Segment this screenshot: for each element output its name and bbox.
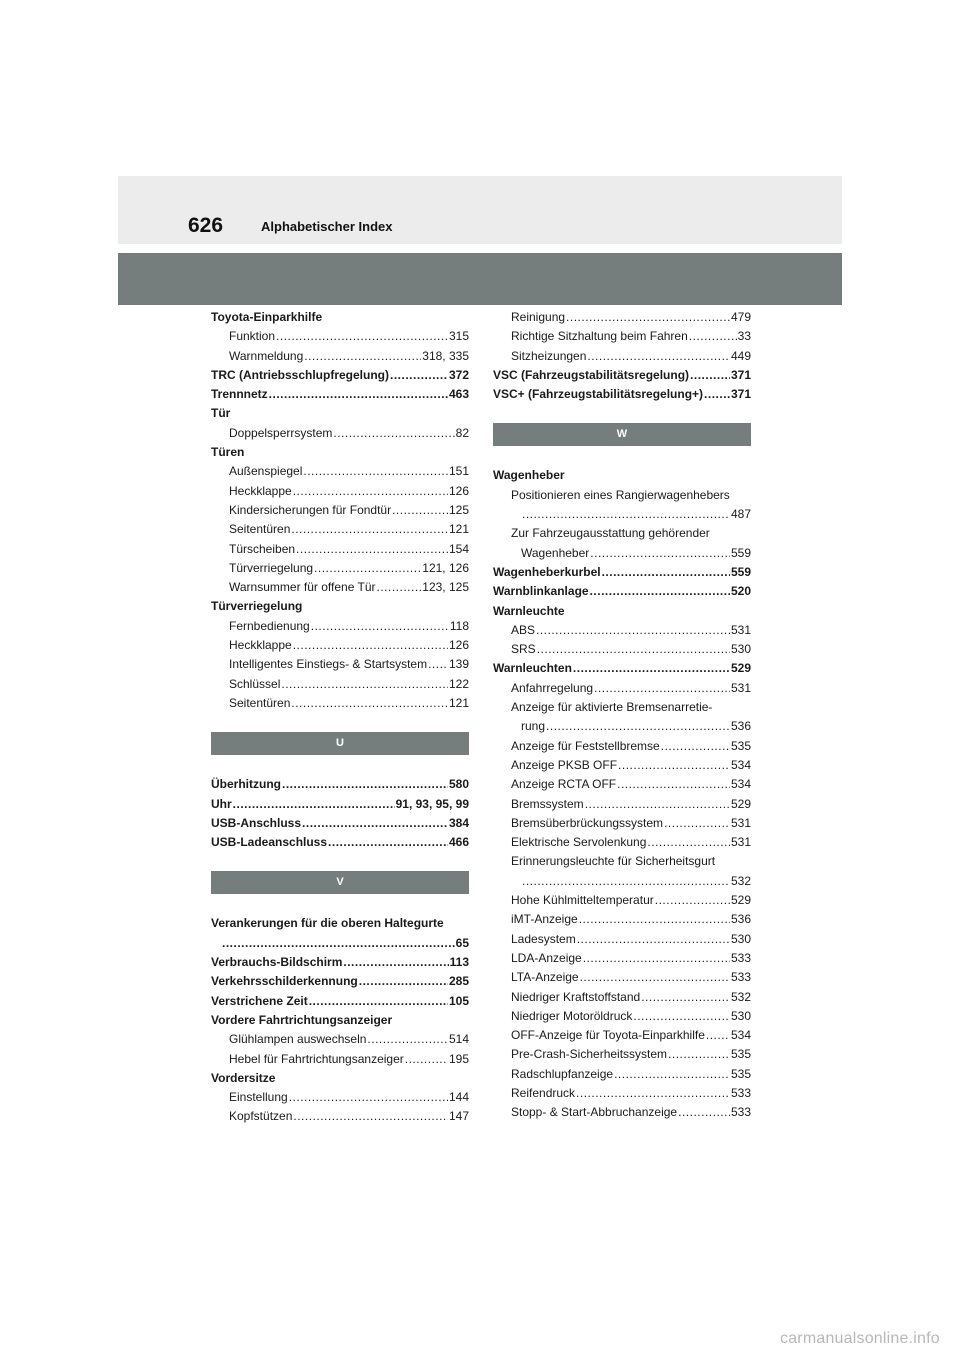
index-entry-text: Kopfstützen	[229, 1109, 293, 1124]
index-entry	[211, 385, 469, 404]
index-entry	[211, 520, 469, 539]
index-entry-page: 580	[448, 777, 469, 792]
index-entry-page: 121, 126	[422, 560, 469, 575]
leader-dots	[580, 968, 730, 987]
index-group-v	[211, 953, 469, 1127]
leader-dots	[546, 717, 730, 736]
index-entry	[211, 1069, 469, 1088]
letter-header-w: W	[493, 423, 751, 446]
index-group-u	[211, 775, 469, 852]
index-entry	[493, 327, 751, 346]
page-number: 626	[188, 214, 224, 237]
leader-dots	[281, 675, 448, 694]
index-entry-text: Anfahrregelung	[511, 680, 594, 695]
index-group-warnleuchten-a	[493, 737, 751, 853]
leader-dots	[291, 694, 448, 713]
index-entry	[211, 992, 469, 1011]
index-entry	[211, 1050, 469, 1069]
index-entry-page: 520	[730, 584, 751, 599]
index-entry-page: 530	[730, 1008, 751, 1023]
index-entry-page: 479	[730, 310, 751, 324]
index-entry-page: 147	[448, 1109, 469, 1124]
index-entry	[211, 795, 469, 814]
index-entry-text: Seitentüren	[229, 522, 291, 537]
leader-dots	[377, 578, 422, 597]
index-entry-page: 533	[730, 1105, 751, 1120]
index-entry-page: 123, 125	[422, 580, 469, 595]
index-entry-text: Türscheiben	[229, 541, 296, 556]
index-entry-page: 531	[730, 815, 751, 830]
index-entry-page: 154	[448, 541, 469, 556]
index-entry-page: 371	[730, 367, 751, 382]
leader-dots	[291, 520, 448, 539]
leader-dots	[282, 775, 448, 794]
index-entry-page: 125	[448, 502, 469, 517]
leader-dots	[343, 953, 448, 972]
index-entry-page: 487	[730, 507, 751, 522]
index-entry-text: Ladesystem	[511, 931, 576, 946]
index-entry-page: 195	[448, 1051, 469, 1066]
index-entry-text: Uhr	[211, 796, 232, 811]
index-entry-text: LDA-Anzeige	[511, 950, 582, 965]
index-entry-text: Verkehrsschilderkennung	[211, 974, 358, 989]
leader-dots	[704, 385, 730, 404]
leader-dots	[706, 1026, 730, 1045]
index-entry-text: Türen	[211, 445, 245, 460]
index-entry-continuation	[511, 505, 751, 524]
index-entry-text: USB-Ladeanschluss	[211, 835, 328, 850]
index-entry-page: 126	[448, 638, 469, 653]
index-entry	[493, 1103, 751, 1122]
index-entry-page: 65	[455, 935, 469, 950]
index-entry-text: Radschlupfanzeige	[511, 1066, 614, 1081]
leader-dots	[311, 617, 449, 636]
index-entry	[493, 602, 751, 621]
leader-dots	[579, 910, 730, 929]
index-entry	[493, 833, 751, 852]
index-entry	[493, 659, 751, 678]
index-entry-text: Anzeige für aktivierte Bremsenarretie-	[511, 700, 713, 715]
index-entry	[493, 1084, 751, 1103]
index-entry-anzeige-bremsenarretierung	[493, 698, 751, 737]
index-entry-text: Verstrichene Zeit	[211, 993, 308, 1008]
index-entry-page: 33	[737, 329, 751, 344]
index-entry-text: Stopp- & Start-Abbruchanzeige	[511, 1105, 678, 1120]
index-entry	[211, 327, 469, 346]
index-entry-text: Doppelsperrsystem	[229, 425, 333, 440]
index-entry-text: USB-Anschluss	[211, 815, 302, 830]
index-entry	[493, 795, 751, 814]
index-entry-page: 139	[448, 657, 469, 672]
index-entry-text: Bremssystem	[511, 796, 584, 811]
index-entry	[493, 930, 751, 949]
leader-dots	[304, 347, 421, 366]
index-entry	[211, 308, 469, 327]
index-entry-text: iMT-Anzeige	[511, 912, 578, 927]
leader-dots	[617, 775, 730, 794]
index-entry-page: 534	[730, 757, 751, 772]
index-entry-text: Vordersitze	[211, 1070, 276, 1085]
index-entry	[493, 1007, 751, 1026]
index-entry-text: Anzeige PKSB OFF	[511, 757, 618, 772]
index-column-right	[493, 308, 751, 1123]
leader-dots	[303, 462, 448, 481]
index-entry-page: 533	[730, 950, 751, 965]
index-entry-text: Einstellung	[229, 1090, 288, 1105]
leader-dots	[590, 582, 730, 601]
leader-dots	[594, 679, 730, 698]
index-entry-text: Niedriger Motoröldruck	[511, 1008, 633, 1023]
index-entry-text: Warnmeldung	[229, 348, 304, 363]
leader-dots	[573, 659, 730, 678]
index-entry-page: 535	[730, 738, 751, 753]
index-entry	[211, 972, 469, 991]
index-entry	[211, 424, 469, 443]
index-entry	[211, 617, 469, 636]
leader-dots	[576, 1084, 730, 1103]
index-entry	[211, 833, 469, 852]
index-entry	[211, 366, 469, 385]
index-entry-text: TRC (Antriebsschlupfregelung)	[211, 367, 390, 382]
index-entry-text: Verankerungen für die oberen Haltegurte	[211, 916, 444, 931]
leader-dots	[614, 1065, 730, 1084]
index-entry	[493, 679, 751, 698]
leader-dots	[269, 385, 448, 404]
index-entry-text: Bremsüberbrückungssystem	[511, 815, 664, 830]
leader-dots	[233, 795, 395, 814]
index-entry-page: 371	[730, 387, 751, 402]
index-entry	[493, 621, 751, 640]
index-entry-page: 126	[448, 483, 469, 498]
leader-dots	[293, 636, 448, 655]
index-entry-page: 466	[448, 835, 469, 850]
index-entry-continuation	[511, 717, 751, 736]
leader-dots	[689, 327, 737, 346]
leader-dots	[602, 563, 730, 582]
leader-dots	[293, 1107, 448, 1126]
leader-dots	[661, 737, 730, 756]
index-entry-page: 121	[448, 695, 469, 710]
leader-dots	[333, 424, 454, 443]
leader-dots	[522, 505, 730, 524]
index-entry	[493, 988, 751, 1007]
leader-dots	[618, 756, 730, 775]
index-entry	[211, 462, 469, 481]
index-entry-page: 534	[730, 777, 751, 792]
index-entry-text: Kindersicherungen für Fondtür	[229, 502, 392, 517]
index-entry	[493, 640, 751, 659]
index-entry-page: 531	[730, 622, 751, 637]
leader-dots	[664, 814, 730, 833]
section-title: Alphabetischer Index	[261, 219, 393, 234]
leader-dots	[367, 1030, 448, 1049]
header-band	[118, 253, 842, 305]
index-group-warnleuchten-b	[493, 891, 751, 1123]
index-entry-continuation	[511, 544, 751, 563]
index-entry-text: Niedriger Kraftstoffstand	[511, 989, 641, 1004]
index-column-left	[211, 308, 469, 1127]
index-entry-page: 105	[448, 993, 469, 1008]
index-entry-page: 530	[730, 642, 751, 657]
index-entry-text: Positionieren eines Rangierwagenhebers	[511, 487, 730, 502]
index-entry-text: SRS	[511, 642, 536, 657]
index-entry	[493, 1045, 751, 1064]
index-entry-wagenheber: Wagenheber	[493, 468, 565, 483]
index-entry	[211, 597, 469, 616]
leader-dots	[522, 872, 730, 891]
index-entry-text: Überhitzung	[211, 777, 281, 792]
index-entry-continuation	[511, 872, 751, 891]
leader-dots	[590, 544, 730, 563]
leader-dots	[537, 640, 730, 659]
index-entry	[493, 949, 751, 968]
index-entry-text: Warnleuchte	[493, 603, 565, 618]
index-entry-text: Türverriegelung	[229, 560, 314, 575]
index-entry-page: 559	[730, 545, 751, 560]
index-entry-page: 463	[448, 387, 469, 402]
leader-dots	[359, 972, 448, 991]
index-entry	[493, 775, 751, 794]
index-entry	[211, 775, 469, 794]
leader-dots	[289, 1088, 448, 1107]
index-entry-page: 113	[449, 955, 469, 970]
index-entry-page: 118	[449, 618, 469, 633]
index-entry-verankerungen	[211, 914, 469, 953]
index-entry-text: Verbrauchs-Bildschirm	[211, 955, 343, 970]
leader-dots	[668, 1045, 730, 1064]
index-entry	[211, 694, 469, 713]
index-entry-text: OFF-Anzeige für Toyota-Einparkhilfe	[511, 1028, 705, 1043]
leader-dots	[655, 891, 730, 910]
index-entry	[493, 891, 751, 910]
index-entry-text: Anzeige für Feststellbremse	[511, 738, 660, 753]
index-entry	[211, 953, 469, 972]
index-entry	[211, 443, 469, 462]
index-entry	[211, 675, 469, 694]
index-entry-text: Toyota-Einparkhilfe	[211, 310, 323, 324]
index-entry-page: 530	[730, 931, 751, 946]
leader-dots	[585, 795, 730, 814]
index-entry	[493, 582, 751, 601]
index-entry-page: 384	[448, 815, 469, 830]
index-entry-text: Hohe Kühlmitteltemperatur	[511, 893, 654, 908]
index-entry-text: Pre-Crash-Sicherheitssystem	[511, 1047, 668, 1062]
leader-dots	[222, 934, 455, 953]
leader-dots	[536, 621, 730, 640]
index-entry-positionieren	[493, 486, 751, 525]
index-entry	[211, 655, 469, 674]
index-entry	[211, 482, 469, 501]
index-entry-page: 529	[730, 796, 751, 811]
leader-dots	[577, 930, 730, 949]
index-entry-text: Anzeige RCTA OFF	[511, 777, 617, 792]
index-entry-text: Reifendruck	[511, 1085, 576, 1100]
index-entry	[211, 404, 469, 423]
index-entry-page: 533	[730, 1085, 751, 1100]
index-entry-page: 144	[448, 1090, 469, 1105]
index-group-w	[493, 563, 751, 698]
index-entry-page: 534	[730, 1028, 751, 1043]
index-entry-text: Türverriegelung	[211, 599, 303, 614]
index-entry	[493, 737, 751, 756]
index-entry-text: Hebel für Fahrtrichtungsanzeiger	[229, 1051, 404, 1066]
index-entry-text: Warnblinkanlage	[493, 584, 589, 599]
index-entry	[211, 814, 469, 833]
index-entry	[211, 1107, 469, 1126]
leader-dots	[328, 833, 448, 852]
index-entry-page: 535	[730, 1047, 751, 1062]
index-entry-zur-fahrzeugausstattung	[493, 524, 751, 563]
index-entry	[211, 347, 469, 366]
index-entry-page: 122	[448, 676, 469, 691]
index-entry	[493, 968, 751, 987]
index-entry-text: Heckklappe	[229, 638, 292, 653]
leader-dots	[296, 540, 448, 559]
index-entry	[211, 1011, 469, 1030]
index-entry-text: Tür	[211, 406, 231, 421]
index-entry-page: 529	[730, 661, 751, 676]
index-entry-page: 536	[730, 719, 751, 734]
index-entry-text: Vordere Fahrtrichtungsanzeiger	[211, 1012, 393, 1027]
index-entry-page: 559	[730, 564, 751, 579]
letter-header-v: V	[211, 871, 469, 894]
leader-dots	[678, 1103, 730, 1122]
index-entry-page: 318, 335	[422, 348, 469, 363]
index-group-t	[211, 308, 469, 713]
index-entry-text: Zur Fahrzeugausstattung gehörender	[511, 526, 710, 541]
index-entry-page: 82	[455, 425, 469, 440]
index-entry-page: 514	[448, 1032, 469, 1047]
leader-dots	[390, 366, 448, 385]
leader-dots	[293, 482, 448, 501]
index-entry-text: Wagenheber	[521, 545, 590, 560]
index-entry-page: 531	[730, 680, 751, 695]
leader-dots	[302, 814, 448, 833]
index-entry	[493, 814, 751, 833]
index-entry-text: Schlüssel	[229, 676, 281, 691]
index-entry-text: LTA-Anzeige	[511, 970, 579, 985]
index-entry-text: Warnleuchten	[493, 661, 572, 676]
index-entry-text: Funktion	[229, 329, 276, 344]
leader-dots	[428, 655, 448, 674]
leader-dots	[566, 308, 730, 327]
index-entry	[493, 366, 751, 385]
leader-dots	[641, 988, 730, 1007]
index-entry	[211, 1088, 469, 1107]
leader-dots	[405, 1050, 448, 1069]
index-entry	[493, 910, 751, 929]
index-entry-erinnerungsleuchte	[493, 852, 751, 891]
index-entry	[211, 1030, 469, 1049]
page-header-area	[118, 176, 842, 244]
index-entry-page: 285	[448, 974, 469, 989]
leader-dots	[314, 559, 421, 578]
leader-dots	[647, 833, 730, 852]
index-entry-text: Reinigung	[511, 310, 566, 324]
index-entry-continuation	[211, 934, 469, 953]
index-entry	[493, 347, 751, 366]
index-entry	[493, 385, 751, 404]
index-entry-page: 532	[730, 873, 751, 888]
index-entry-page: 449	[730, 348, 751, 363]
index-entry-text: Seitentüren	[229, 695, 291, 710]
index-entry-text: ABS	[511, 622, 536, 637]
index-entry-text: Erinnerungsleuchte für Sicherheitsgurt	[511, 854, 716, 869]
index-entry-page: 533	[730, 970, 751, 985]
index-entry-page: 529	[730, 893, 751, 908]
index-entry	[493, 1026, 751, 1045]
index-entry	[211, 578, 469, 597]
watermark: carmanualsonline.info	[780, 1330, 940, 1347]
leader-dots	[276, 327, 448, 346]
index-entry-text: Fernbedienung	[229, 618, 310, 633]
index-entry-page: 532	[730, 989, 751, 1004]
letter-header-u: U	[211, 732, 469, 755]
index-entry-text: Intelligentes Einstiegs- & Startsystem	[229, 657, 428, 672]
index-entry-page: 535	[730, 1066, 751, 1081]
index-entry-text: Glühlampen auswechseln	[229, 1032, 367, 1047]
leader-dots	[583, 949, 730, 968]
index-entry-text: Wagenheberkurbel	[493, 564, 601, 579]
index-entry-text: VSC (Fahrzeugstabilitätsregelung)	[493, 367, 690, 382]
index-entry-page: 315	[448, 329, 469, 344]
index-entry-text: Außenspiegel	[229, 464, 303, 479]
index-entry-text: Elektrische Servolenkung	[511, 835, 647, 850]
index-group-v-cont	[493, 308, 751, 404]
index-entry-page: 151	[448, 464, 469, 479]
leader-dots	[690, 366, 730, 385]
index-entry-text: Warnsummer für offene Tür	[229, 580, 376, 595]
index-entry	[211, 501, 469, 520]
index-entry	[211, 636, 469, 655]
index-entry	[493, 756, 751, 775]
index-entry-text: Sitzheizungen	[511, 348, 587, 363]
index-entry-page: 536	[730, 912, 751, 927]
index-entry-page: 531	[730, 835, 751, 850]
index-entry	[211, 540, 469, 559]
index-entry-page: 91, 93, 95, 99	[395, 796, 469, 811]
index-entry-text: Richtige Sitzhaltung beim Fahren	[511, 329, 688, 344]
index-entry	[211, 559, 469, 578]
index-entry-text: VSC+ (Fahrzeugstabilitätsregelung+)	[493, 387, 704, 402]
leader-dots	[309, 992, 448, 1011]
index-entry-page: 121	[448, 522, 469, 537]
index-entry-page: 372	[448, 367, 469, 382]
leader-dots	[587, 347, 730, 366]
index-entry	[493, 1065, 751, 1084]
index-entry	[493, 308, 751, 327]
index-entry-text: Heckklappe	[229, 483, 292, 498]
leader-dots	[392, 501, 448, 520]
index-entry	[493, 563, 751, 582]
index-entry-text: rung	[521, 719, 546, 734]
index-entry-text: Trennnetz	[211, 387, 268, 402]
leader-dots	[633, 1007, 730, 1026]
